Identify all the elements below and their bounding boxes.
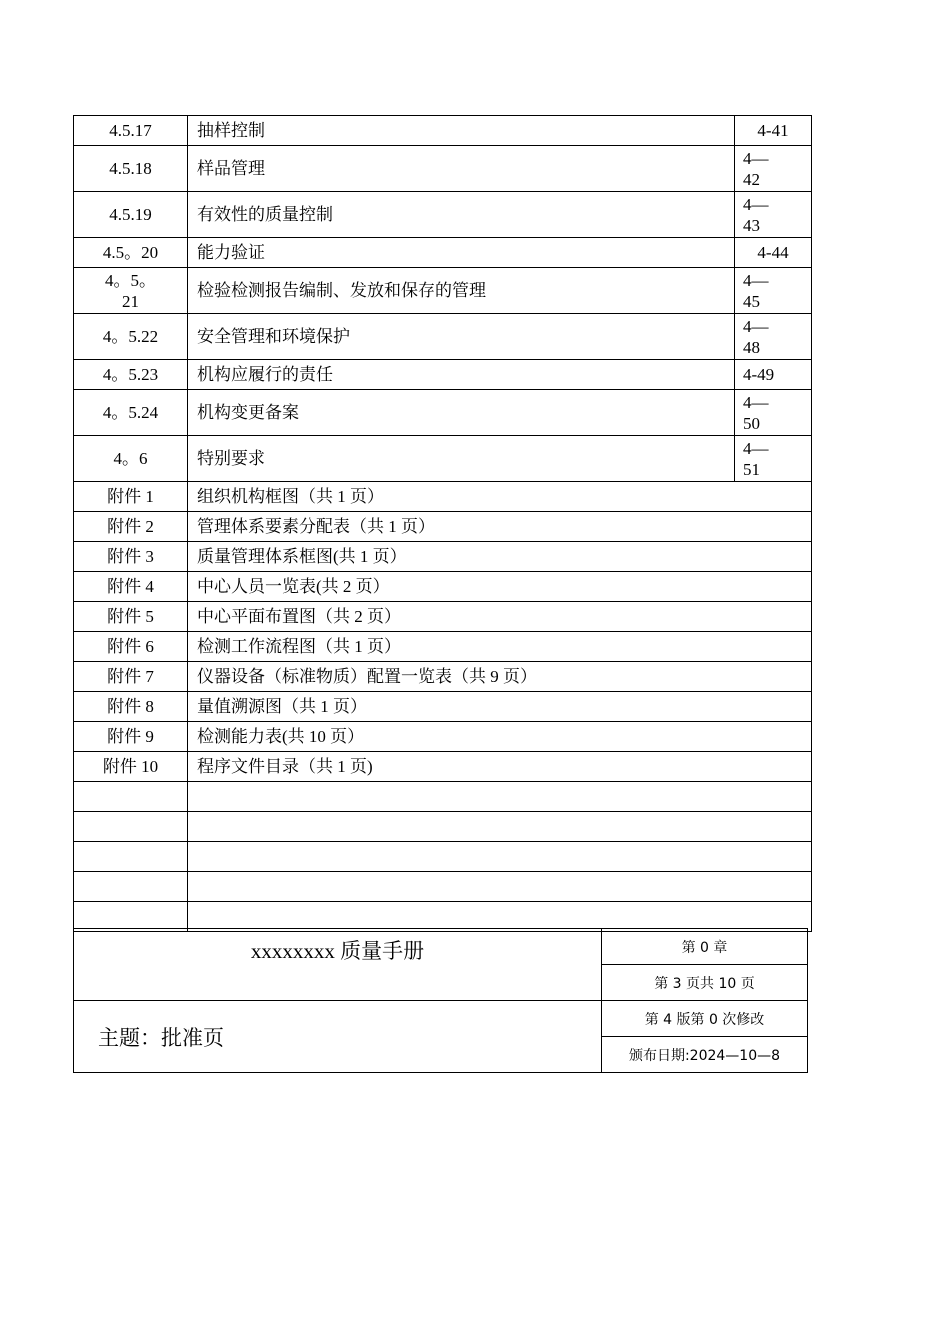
empty-row: [74, 842, 812, 872]
attachment-title: 仪器设备（标准物质）配置一览表（共 9 页）: [188, 662, 812, 692]
chapter-label: 第 0 章: [602, 929, 808, 965]
section-title: 安全管理和环境保护: [188, 314, 735, 360]
table-row: [74, 116, 812, 146]
section-number: 4。5.24: [74, 390, 188, 436]
section-page: 4-44: [735, 238, 812, 268]
section-number: 4。5.22: [74, 314, 188, 360]
section-number: 4.5.19: [74, 192, 188, 238]
document-footer: [73, 928, 808, 1073]
attachment-number: 附件 1: [74, 482, 188, 512]
table-row: [74, 192, 812, 238]
table-row: [74, 238, 812, 268]
section-title: 抽样控制: [188, 116, 735, 146]
section-page: 4—48: [735, 314, 812, 360]
empty-cell: [74, 782, 188, 812]
section-page: 4—50: [735, 390, 812, 436]
attachment-row: [74, 512, 812, 542]
empty-row: [74, 782, 812, 812]
page-info: 第 3 页共 10 页: [602, 965, 808, 1001]
attachment-row: [74, 602, 812, 632]
section-page: 4—42: [735, 146, 812, 192]
section-title: 能力验证: [188, 238, 735, 268]
section-number: 4.5.17: [74, 116, 188, 146]
attachment-title: 检测能力表(共 10 页）: [188, 722, 812, 752]
table-row: [74, 436, 812, 482]
empty-cell: [188, 782, 812, 812]
attachment-row: [74, 542, 812, 572]
section-title: 有效性的质量控制: [188, 192, 735, 238]
attachment-row: [74, 632, 812, 662]
attachment-number: 附件 7: [74, 662, 188, 692]
empty-row: [74, 902, 812, 932]
attachment-title: 检测工作流程图（共 1 页）: [188, 632, 812, 662]
attachment-number: 附件 2: [74, 512, 188, 542]
attachment-title: 质量管理体系框图(共 1 页）: [188, 542, 812, 572]
empty-cell: [74, 902, 188, 932]
section-title: 机构应履行的责任: [188, 360, 735, 390]
attachment-title: 量值溯源图（共 1 页）: [188, 692, 812, 722]
section-page: 4-49: [735, 360, 812, 390]
issue-date: 颁布日期:2024—10—8: [602, 1037, 808, 1073]
subject-label: 主题：批准页: [74, 1001, 602, 1073]
attachment-row: [74, 662, 812, 692]
section-number: 4.5。20: [74, 238, 188, 268]
attachment-row: [74, 692, 812, 722]
section-title: 检验检测报告编制、发放和保存的管理: [188, 268, 735, 314]
section-number: 4。6: [74, 436, 188, 482]
empty-cell: [188, 902, 812, 932]
attachment-row: [74, 722, 812, 752]
attachment-title: 程序文件目录（共 1 页): [188, 752, 812, 782]
section-page: 4—45: [735, 268, 812, 314]
attachment-row: [74, 752, 812, 782]
empty-cell: [74, 842, 188, 872]
table-row: [74, 268, 812, 314]
attachment-number: 附件 6: [74, 632, 188, 662]
table-row: [74, 360, 812, 390]
attachment-title: 管理体系要素分配表（共 1 页）: [188, 512, 812, 542]
section-number: 4.5.18: [74, 146, 188, 192]
attachment-title: 组织机构框图（共 1 页）: [188, 482, 812, 512]
attachment-number: 附件 9: [74, 722, 188, 752]
section-title: 机构变更备案: [188, 390, 735, 436]
section-page: 4—43: [735, 192, 812, 238]
attachment-number: 附件 10: [74, 752, 188, 782]
attachment-number: 附件 3: [74, 542, 188, 572]
attachment-row: [74, 572, 812, 602]
section-number: 4。5。21: [74, 268, 188, 314]
manual-title: xxxxxxxx 质量手册: [74, 929, 602, 1001]
table-row: [74, 146, 812, 192]
attachment-title: 中心平面布置图（共 2 页）: [188, 602, 812, 632]
attachment-row: [74, 482, 812, 512]
empty-cell: [74, 812, 188, 842]
table-row: [74, 390, 812, 436]
section-title: 样品管理: [188, 146, 735, 192]
empty-row: [74, 872, 812, 902]
section-page: 4—51: [735, 436, 812, 482]
section-title: 特别要求: [188, 436, 735, 482]
section-page: 4-41: [735, 116, 812, 146]
empty-cell: [74, 872, 188, 902]
attachment-title: 中心人员一览表(共 2 页）: [188, 572, 812, 602]
toc-table: [73, 115, 812, 932]
table-row: [74, 314, 812, 360]
empty-cell: [188, 842, 812, 872]
edition-label: 第 4 版第 0 次修改: [602, 1001, 808, 1037]
section-number: 4。5.23: [74, 360, 188, 390]
empty-cell: [188, 812, 812, 842]
empty-row: [74, 812, 812, 842]
empty-cell: [188, 872, 812, 902]
attachment-number: 附件 5: [74, 602, 188, 632]
attachment-number: 附件 8: [74, 692, 188, 722]
attachment-number: 附件 4: [74, 572, 188, 602]
